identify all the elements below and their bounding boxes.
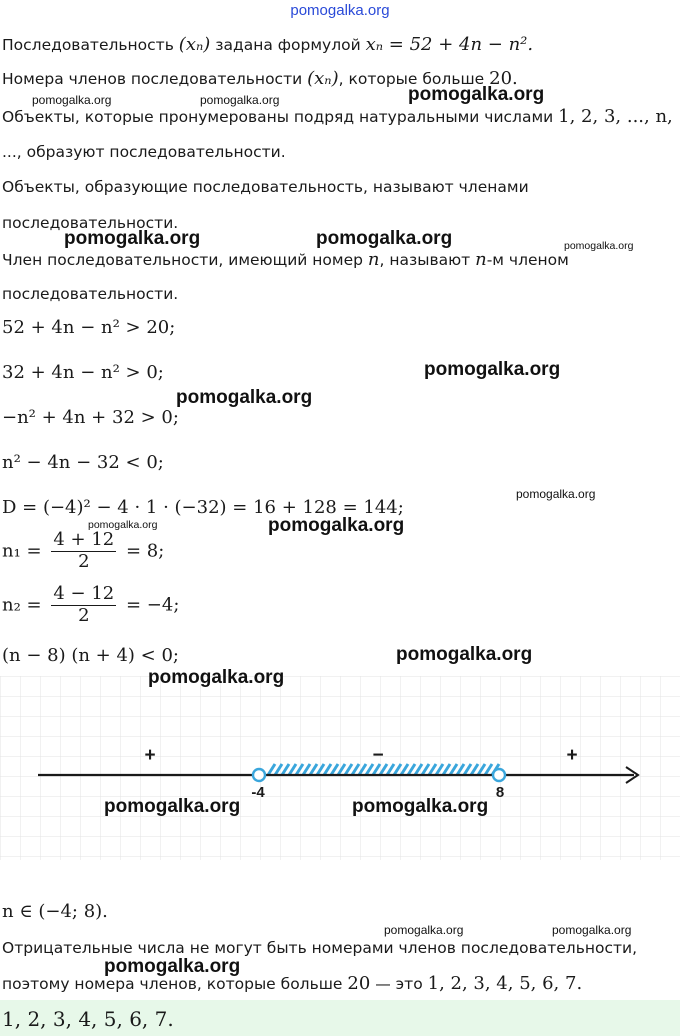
point-label-left: -4 [251,784,265,801]
watermark: pomogalka.org [268,515,405,536]
watermark: pomogalka.org [384,923,464,937]
question-text-2: , которые больше [338,70,485,88]
conclusion-line-b [2,973,582,994]
definition-3-line-a [2,249,569,270]
sign-left: + [144,745,156,766]
root-2-formula [2,584,179,626]
sign-right: + [566,745,578,766]
sequence-symbol-2: (xₙ) [307,68,339,89]
watermark: pomogalka.org [64,228,201,249]
watermark: pomogalka.org [516,487,596,501]
watermark: pomogalka.org [104,956,241,977]
definition-1-numbers: 1, 2, 3, ..., n, [558,106,673,127]
open-point-right [493,769,505,781]
solution-interval: n ∈ (−4; 8). [2,901,108,922]
answer-box [0,1000,680,1036]
sequence-symbol: (xₙ) [178,34,211,55]
variable-n: n [367,249,380,270]
root-1-formula [2,530,164,572]
number-line-diagram [0,676,680,860]
root-2-numerator: 4 − 12 [53,583,115,604]
condition-text: Последовательность [2,36,174,54]
watermark: pomogalka.org [104,796,241,817]
watermark: pomogalka.org [32,93,112,107]
root-2-rhs: = −4; [125,594,180,616]
root-2-lhs: n₂ = [2,594,42,616]
question-text: Номера членов последовательности [2,70,303,88]
root-2-fraction [51,584,116,626]
conclusion-text-2: — это [375,975,423,993]
watermark: pomogalka.org [396,644,533,665]
threshold-number: 20. [489,68,518,89]
variable-n-2: n [475,249,487,270]
root-1-lhs: n₁ = [2,540,42,562]
watermark: pomogalka.org [88,519,158,531]
watermark: pomogalka.org [176,387,313,408]
watermark: pomogalka.org [424,359,561,380]
watermark: pomogalka.org [316,228,453,249]
watermark: pomogalka.org [552,923,632,937]
open-point-left [253,769,265,781]
root-1-numerator: 4 + 12 [53,529,115,550]
factored-inequality: (n − 8) (n + 4) < 0; [2,645,179,666]
definition-3-text: Член последовательности, имеющий номер [2,251,363,269]
definition-3-line-b: последовательности. [2,285,179,303]
condition-text-2: задана формулой [215,36,361,54]
conclusion-text: поэтому номера членов, которые больше [2,975,343,993]
sign-middle: − [372,745,384,766]
definition-1-line-b: ..., образуют последовательности. [2,143,286,161]
watermark: pomogalka.org [148,667,285,688]
conclusion-line-a: Отрицательные числа не могут быть номерами членов последовательности, [2,939,638,957]
watermark: pomogalka.org [352,796,489,817]
grid-background [0,676,680,860]
conclusion-list: 1, 2, 3, 4, 5, 6, 7. [427,973,583,994]
definition-3-text-2: , называют [379,251,471,269]
root-1-fraction [51,530,116,572]
definition-1-text: Объекты, которые пронумерованы подряд натуральными числами [2,108,554,126]
root-1-rhs: = 8; [125,540,165,562]
definition-2-line-b: последовательности. [2,214,179,232]
inequality-step-2: 32 + 4n − n² > 0; [2,362,164,383]
point-label-right: 8 [495,784,505,801]
condition-line [2,34,533,55]
inequality-step-4: n² − 4n − 32 < 0; [2,452,164,473]
sequence-formula: xₙ = 52 + 4n − n². [365,34,534,55]
watermark: pomogalka.org [408,84,545,105]
root-2-denominator: 2 [78,605,90,626]
header-watermark: pomogalka.org [290,2,390,19]
inequality-step-1: 52 + 4n − n² > 20; [2,317,176,338]
watermark: pomogalka.org [200,93,280,107]
definition-2-line-a: Объекты, образующие последовательность, называют членами [2,178,529,196]
answer-text: 1, 2, 3, 4, 5, 6, 7. [2,1007,174,1031]
watermark: pomogalka.org [564,240,634,252]
definition-1-line-a [2,106,673,127]
discriminant-formula: D = (−4)² − 4 · 1 · (−32) = 16 + 128 = 144; [2,497,404,518]
inequality-step-3: −n² + 4n + 32 > 0; [2,407,179,428]
definition-3-text-3: -м членом [486,251,569,269]
root-1-denominator: 2 [78,551,90,572]
conclusion-threshold: 20 [347,973,371,994]
